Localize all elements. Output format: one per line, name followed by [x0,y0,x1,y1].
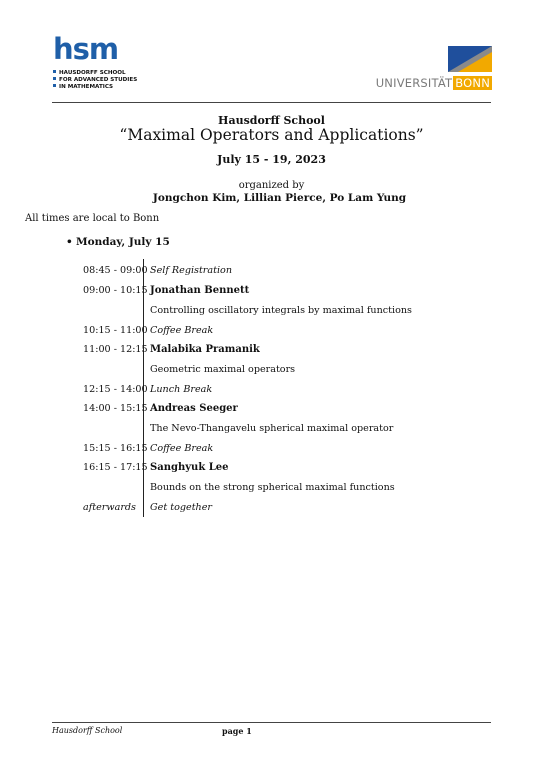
schedule-entry: Coffee Break [150,443,214,454]
bonn-logo-university: UNIVERSITÄT [375,76,453,90]
page-number: page 1 [222,726,252,736]
talk-title: Bounds on the strong spherical maximal functions [150,482,395,493]
schedule-time: 09:00 - 10:15 [83,285,148,296]
schedule-time: afterwards [83,502,136,513]
university-bonn-logo [372,46,492,92]
schedule-entry: Get together [150,502,212,513]
header-rule [52,102,491,103]
speaker-name: Andreas Seeger [150,403,238,414]
hsm-logo [53,32,143,94]
schedule-entry: Self Registration [150,265,232,276]
footer-school: Hausdorff School [52,726,123,735]
hsm-logo-lines [53,70,137,90]
school-name: Hausdorff School [218,114,325,127]
bonn-logo-city: BONN [455,76,490,90]
schedule-time: 10:15 - 11:00 [83,325,148,336]
event-dates: July 15 - 19, 2023 [217,153,326,166]
schedule-entry: Coffee Break [150,325,214,336]
schedule-time: 16:15 - 17:15 [83,462,148,473]
schedule-entry: Lunch Break [150,384,213,395]
speaker-name: Malabika Pramanik [150,344,260,355]
talk-title: Controlling oscillatory integrals by maximal functions [150,305,412,316]
timezone-note: All times are local to Bonn [25,213,160,224]
hsm-logo-word: hsm [53,32,119,66]
schedule-time: 08:45 - 09:00 [83,265,148,276]
bonn-logo-text [376,76,492,90]
bullet-icon: • [66,236,73,248]
schedule-time: 11:00 - 12:15 [83,344,148,355]
hsm-logo-line: FOR ADVANCED STUDIES [53,77,137,84]
schedule-time: 15:15 - 16:15 [83,443,148,454]
talk-title: The Nevo-Thangavelu spherical maximal operator [150,423,394,434]
bonn-logo-mark-icon [448,46,492,72]
organized-by-label: organized by [238,180,305,191]
hsm-logo-line: HAUSDORFF SCHOOL [53,70,137,77]
organizers: Jongchon Kim, Lillian Pierce, Po Lam Yung [152,192,407,204]
speaker-name: Sanghyuk Lee [150,462,229,473]
talk-title: Geometric maximal operators [150,364,296,375]
footer-rule [52,722,491,723]
speaker-name: Jonathan Bennett [150,285,250,296]
event-title: “Maximal Operators and Applications” [119,126,424,144]
hsm-logo-line: IN MATHEMATICS [53,84,137,91]
day-heading [66,236,170,248]
day-label: Monday, July 15 [76,236,170,248]
schedule-time: 14:00 - 15:15 [83,403,148,414]
schedule-time: 12:15 - 14:00 [83,384,148,395]
